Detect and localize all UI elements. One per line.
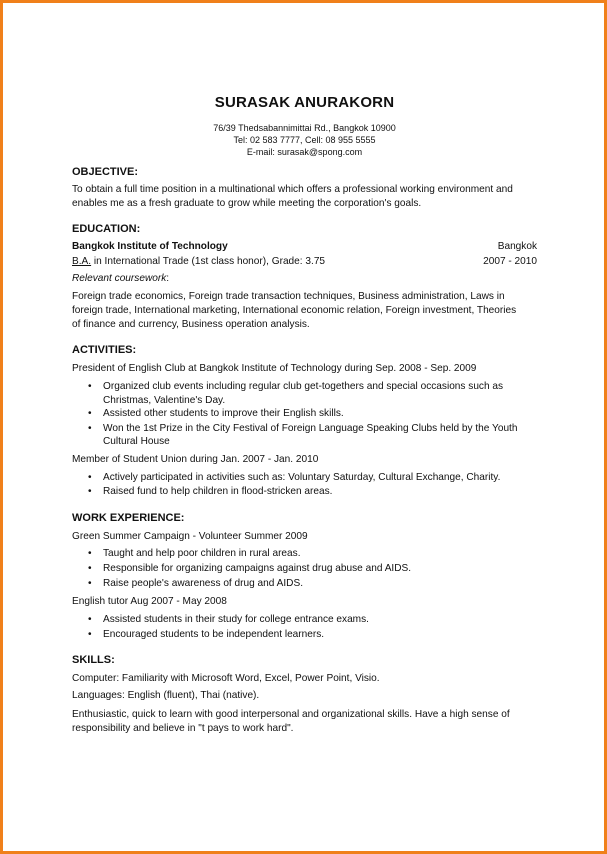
skills-languages: Languages: English (fluent), Thai (native). — [72, 690, 260, 701]
phone-numbers: Tel: 02 583 7777, Cell: 08 955 5555 — [233, 135, 376, 145]
degree-abbr: B.A. — [72, 256, 92, 267]
objective-line-2: enables me as a fresh graduate to grow while meeting the corporation's goals. — [72, 198, 422, 209]
skills-heading: SKILLS: — [72, 654, 115, 666]
bullet-icon: • — [88, 563, 92, 574]
bullet-icon: • — [88, 472, 92, 483]
bullet-icon: • — [88, 629, 92, 640]
coursework-label: Relevant coursework — [72, 273, 167, 284]
job-2-title: English tutor Aug 2007 - May 2008 — [72, 596, 227, 607]
objective-heading: OBJECTIVE: — [72, 166, 139, 178]
bullet-icon: • — [88, 614, 92, 625]
skills-other-line-2: responsibility and believe in "t pays to work hard". — [72, 723, 294, 734]
degree-row — [72, 255, 537, 269]
objective-line-1: To obtain a full time position in a multinational which offers a professional working environment and — [72, 184, 513, 195]
list-item-text: Christmas, Valentine's Day. — [103, 395, 226, 406]
list-item-text: Responsible for organizing campaigns against drug abuse and AIDS. — [103, 563, 412, 574]
coursework-label-row — [72, 272, 537, 286]
bullet-icon: • — [88, 486, 92, 497]
bullet-icon: • — [88, 548, 92, 559]
bullet-icon: • — [88, 423, 92, 434]
email: E-mail: surasak@spong.com — [246, 147, 363, 157]
job-1-title: Green Summer Campaign - Volunteer Summer 2009 — [72, 531, 308, 542]
list-item-text: Organized club events including regular club get-togethers and special occasions such as — [103, 381, 504, 392]
activities-heading: ACTIVITIES: — [72, 344, 137, 356]
degree-detail: in International Trade (1st class honor), Grade: 3.75 — [91, 256, 326, 267]
list-item-text: Taught and help poor children in rural areas. — [103, 548, 301, 559]
list-item-text: Raise people's awareness of drug and AIDS. — [103, 578, 303, 589]
skills-other-line-1: Enthusiastic, quick to learn with good interpersonal and organizational skills. Have a high sense of — [72, 709, 510, 720]
list-item-text: Assisted students in their study for college entrance exams. — [103, 614, 369, 625]
bullet-icon: • — [88, 381, 92, 392]
coursework-line-2: foreign trade, International marketing, International economic relation, Foreign investment, Theories — [72, 305, 517, 316]
bullet-icon: • — [88, 578, 92, 589]
address: 76/39 Thedsabannimittai Rd., Bangkok 10900 — [213, 123, 396, 133]
degree-years: 2007 - 2010 — [483, 256, 537, 267]
list-item-text: Assisted other students to improve their English skills. — [103, 408, 344, 419]
coursework-line-3: of finance and currency, Business operation analysis. — [72, 319, 310, 330]
list-item-text: Cultural House — [103, 436, 170, 447]
bullet-icon: • — [88, 408, 92, 419]
education-heading: EDUCATION: — [72, 223, 141, 235]
school-row — [72, 240, 537, 254]
coursework-colon: : — [166, 273, 170, 284]
work-heading: WORK EXPERIENCE: — [72, 512, 185, 524]
coursework-line-1: Foreign trade economics, Foreign trade transaction techniques, Business administration, Laws in — [72, 291, 505, 302]
list-item-text: Won the 1st Prize in the City Festival of Foreign Language Speaking Clubs held by the Youth — [103, 423, 518, 434]
list-item-text: Encouraged students to be independent learners. — [103, 629, 325, 640]
activity-role-2: Member of Student Union during Jan. 2007 - Jan. 2010 — [72, 454, 319, 465]
candidate-name: SURASAK ANURAKORN — [214, 94, 395, 111]
activity-role-1: President of English Club at Bangkok Institute of Technology during Sep. 2008 - Sep. 2009 — [72, 363, 477, 374]
skills-computer: Computer: Familiarity with Microsoft Word, Excel, Power Point, Visio. — [72, 673, 380, 684]
school-location: Bangkok — [497, 241, 537, 252]
list-item-text: Raised fund to help children in flood-stricken areas. — [103, 486, 333, 497]
school-name: Bangkok Institute of Technology — [72, 241, 228, 252]
list-item-text: Actively participated in activities such as: Voluntary Saturday, Cultural Exchange, Charity. — [103, 472, 501, 483]
